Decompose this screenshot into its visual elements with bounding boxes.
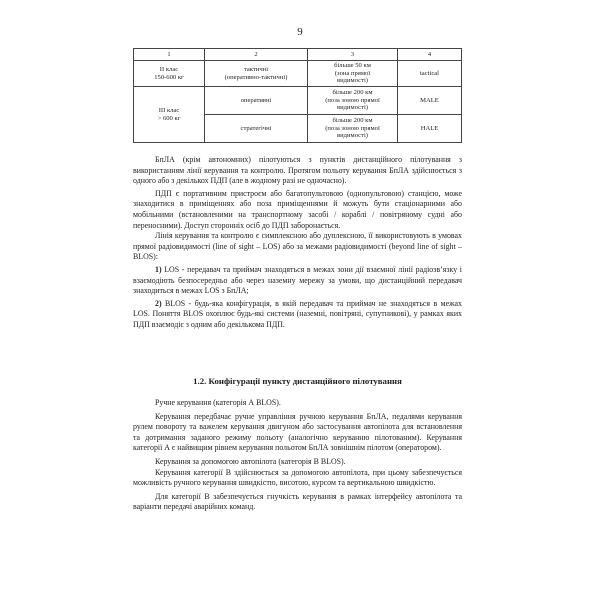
table-cell-range: більше 50 км (зона прямої видимості) [308,61,398,87]
table-cell-code: tactical [398,61,462,87]
table-cell-class: III клас > 600 кг [134,87,205,143]
table-header-cell: 1 [134,49,205,61]
paragraph: Ручне керування (категорія А BLOS). [155,398,281,407]
list-item-text: BLOS - будь-яка конфігурація, в якій передавач та приймач не знаходяться в межах LOS. Поняття BLOS охоплює будь-які системи (наземні, повітряні, супутникові), у рамках яких ПДП взаємодіє з одним або декількома ПДП. [133,298,462,329]
paragraph: Для категорії В забезпечується гнучкість керування в рамках інтерфейсу автопілота та варіанти передачі аварійних команд. [133,491,462,512]
table-cell-type: оперативні [205,87,308,115]
table-row [134,61,462,87]
body-text-block-1 [133,155,462,331]
list-item [133,299,462,331]
list-item-number: 2) [155,298,162,308]
list-item-number: 1) [155,264,162,274]
paragraph: БпЛА (крім автономних) пілотуються з пунктів дистанційного пілотування з використанням лінії керування та контролю. Протягом польоту керування БпЛА здійснюється з одного або з декількох ПДП (але в жодному разі не одночасно). [133,155,462,186]
table-header-cell: 4 [398,49,462,61]
paragraph: Керування за допомогою автопілота (категорія В BLOS). [155,456,346,466]
table-cell-type: тактичні (оперативно-тактичні) [205,61,308,87]
paragraph: ПДП є портативним пристроєм або багатопультовою (однопультовою) станцією, може знаходитися в приміщеннях або поза приміщеннями й можуть бути стаціонарними або мобільними (встановленими на транспортному засобі / кораблі / повітряному судні або переносними). Доступ сторонніх осіб до ПДП заборонається. [133,188,462,230]
paragraph: Лінія керування та контролю є симплексною або дуплексною, її використовують в умовах прямої радіовидимості (line of sight – LOS) або за межами радіовидимості (beyond line of sight – BLOS): [133,231,462,262]
table-cell-class: II клас 150-600 кг [134,61,205,87]
table-header-row [134,49,462,61]
table-cell-code: HALE [398,115,462,143]
table-cell-range: більше 200 км (поза зоною прямої видимості) [308,87,398,115]
table-cell-type: стратегічні [205,115,308,143]
table-header-cell: 2 [205,49,308,61]
body-text-block-2 [133,398,462,513]
list-item-text: LOS - передавач та приймач знаходяться в межах зони дії взаємної лінії радіозв’язку і взаємодіють безпосередньо або через наземну мережу за умови, що дистанційний передавач знаходиться в межах LOS з БпЛА; [133,264,462,296]
table-row [134,87,462,115]
list-item [133,265,462,297]
paragraph: Керування передбачає ручне управління ручною керування БпЛА, педалями керування рулем повороту та важелем керування двигуном або застосування автопілота для встановлення та дотримання заданого режиму польоту (аналогічно керуванню пілотованим). Керування категорії А є найвищим рівнем керування польотом БпЛА зовнішнім пілотом (оператором). [133,411,462,453]
page-number: 9 [297,26,303,38]
uav-class-table [133,48,462,143]
table-cell-code: MALE [398,87,462,115]
table-header-cell: 3 [308,49,398,61]
paragraph: Керування категорії В здійснюється за допомогою автопілота, при цьому забезпечується можливість ручного керування швидкістю, висотою, курсом та вертикальною швидкістю. [133,467,462,488]
table-cell-range: більше 200 км (поза зоною прямої видимості) [308,115,398,143]
section-heading: 1.2. Конфігурації пункту дистанційного пілотування [193,376,402,386]
